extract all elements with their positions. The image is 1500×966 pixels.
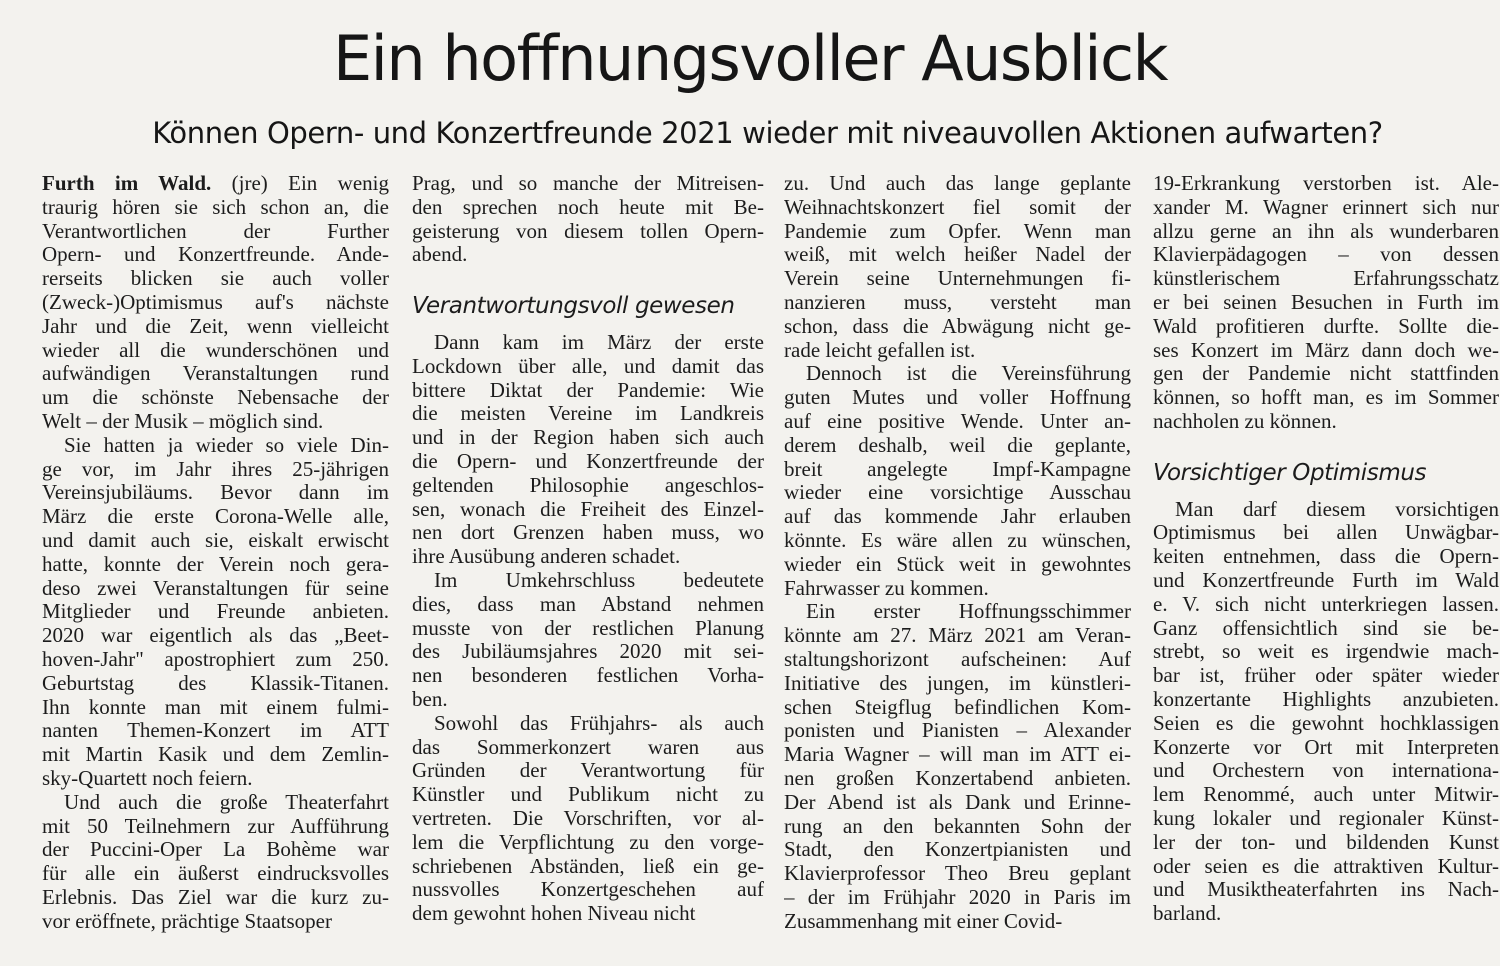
- text-line: abend.: [412, 243, 468, 267]
- text-line: Seien es die gewohnt hochklassigen: [1153, 711, 1499, 735]
- text-line: Ganz offensichtlich sind sie be-: [1153, 616, 1499, 640]
- text-line: Verein seine Unternehmungen fi-: [784, 267, 1131, 291]
- text-line: aufwändigen Veranstaltungen rund: [42, 362, 389, 386]
- text-line: Gründen der Verantwortung für: [412, 759, 764, 783]
- text-line: und in der Region haben sich auch: [412, 426, 764, 450]
- text-line: Stadt, den Konzertpianisten und: [784, 838, 1131, 862]
- text-line: dies, dass man Abstand nehmen: [412, 592, 764, 616]
- text-line: deso zwei Veranstaltungen für seine: [42, 576, 389, 600]
- text-line: könnte. Es wäre allen zu wünschen,: [784, 528, 1131, 552]
- text-line: Konzerte vor Ort mit Interpreten: [1153, 735, 1499, 759]
- text-line: Initiative des jungen, im künstleri-: [784, 671, 1131, 695]
- article-column-2: [412, 172, 764, 926]
- text-line: Der Abend ist als Dank und Erinne-: [784, 790, 1131, 814]
- text-line: lem Renommé, auch unter Mitwir-: [1153, 783, 1499, 807]
- text-line: keiten entnehmen, dass die Opern-: [1153, 545, 1499, 569]
- text-line: Maria Wagner – will man im ATT ei-: [784, 743, 1131, 767]
- text-line: das Sommerkonzert waren aus: [412, 735, 764, 759]
- text-line: barland.: [1153, 902, 1222, 926]
- text-line: und Musiktheaterfahrten ins Nach-: [1153, 878, 1499, 902]
- text-line: mit 50 Teilnehmern zur Aufführung: [42, 814, 389, 838]
- text-line: Pandemie zum Opfer. Wenn man: [784, 219, 1131, 243]
- text-line: hatte, konnte der Verein noch gera-: [42, 552, 389, 576]
- text-line: nanzieren muss, versteht man: [784, 290, 1131, 314]
- text-line: Opern- und Konzertfreunde. Ande-: [42, 243, 389, 267]
- text-line: Sowohl das Frühjahrs- als auch: [434, 711, 764, 735]
- text-line: lem die Verpflichtung zu den vorge-: [412, 830, 764, 854]
- text-line: bittere Diktat der Pandemie: Wie: [412, 378, 764, 402]
- text-line: vertreten. Die Vorschriften, vor al-: [412, 806, 764, 830]
- text-line: Sie hatten ja wieder so viele Din-: [64, 433, 389, 457]
- text-line: hoven-Jahr" apostrophiert zum 250.: [42, 647, 389, 671]
- text-line: Jahr und die Zeit, wenn vielleicht: [42, 314, 389, 338]
- text-line: wieder ein Stück weit in gewohntes: [784, 552, 1131, 576]
- text-line: sky-Quartett noch feiern.: [42, 766, 253, 790]
- text-line: Klavierpädagogen – von dessen: [1153, 243, 1499, 267]
- spacer: [412, 267, 764, 295]
- text-line: allzu gerne an ihn als wunderbaren: [1153, 219, 1499, 243]
- text-line: oder seien es die attraktiven Kultur-: [1153, 854, 1499, 878]
- text-line: nanten Themen-Konzert im ATT: [42, 719, 389, 743]
- text-line: Künstler und Publikum nicht zu: [412, 783, 764, 807]
- text-line: Dennoch ist die Vereinsführung: [806, 362, 1131, 386]
- text-line: gen der Pandemie nicht stattfinden: [1153, 362, 1499, 386]
- text-line: er bei seinen Besuchen in Furth im: [1153, 290, 1499, 314]
- text-line: rung an den bekannten Sohn der: [784, 814, 1131, 838]
- text-line: konzertante Highlights anzubieten.: [1153, 687, 1499, 711]
- text-line: können, so hofft man, es im Sommer: [1153, 386, 1499, 410]
- text-line: die Opern- und Konzertfreunde der: [412, 449, 764, 473]
- article-column-1: [42, 172, 389, 934]
- text-line: – der im Frühjahr 2020 in Paris im: [784, 885, 1131, 909]
- text-line: und damit auch sie, eiskalt erwischt: [42, 528, 389, 552]
- text-line: um die schönste Nebensache der: [42, 386, 389, 410]
- text-line: dem gewohnt hohen Niveau nicht: [412, 902, 696, 926]
- text-line: guten Mutes und voller Hoffnung: [784, 386, 1131, 410]
- text-line: weiß, mit welch heißer Nadel der: [784, 243, 1131, 267]
- text-line: staltungshorizont aufscheinen: Auf: [784, 647, 1131, 671]
- text-line: derem deshalb, weil die geplante,: [784, 433, 1131, 457]
- text-line: auf das kommende Jahr erlauben: [784, 505, 1131, 529]
- text-line: nussvolles Konzertgeschehen auf: [412, 878, 764, 902]
- text-line: ler der ton- und bildenden Kunst: [1153, 830, 1499, 854]
- text-line: ponisten und Pianisten – Alexander: [784, 719, 1131, 743]
- text-line: Wald profitieren durfte. Sollte die-: [1153, 314, 1499, 338]
- text-line: Dann kam im März der erste: [434, 330, 764, 354]
- text-line: Optimismus bei allen Unwägbar-: [1153, 521, 1499, 545]
- text-line: wieder eine vorsichtige Ausschau: [784, 481, 1131, 505]
- text-line: kung lokaler und regionaler Künst-: [1153, 806, 1499, 830]
- text-line: Vereinsjubiläums. Bevor dann im: [42, 481, 389, 505]
- article-column-3: [784, 172, 1131, 934]
- text-line: könnte am 27. März 2021 am Veran-: [784, 624, 1131, 648]
- dateline: Furth im Wald.: [42, 172, 212, 195]
- text-line: nen großen Konzertabend anbieten.: [784, 766, 1131, 790]
- text-line: strebt, so weit es irgendwie mach-: [1153, 640, 1499, 664]
- text-line: schon, dass die Abwägung nicht ge-: [784, 314, 1131, 338]
- text-line: Weihnachtskonzert fiel somit der: [784, 195, 1131, 219]
- section-subheading: Verantwortungsvoll gewesen: [412, 293, 735, 320]
- text-line: Mitglieder und Freunde anbieten.: [42, 600, 389, 624]
- text-line: vor eröffnete, prächtige Staatsoper: [42, 909, 332, 933]
- text-line: Zusammenhang mit einer Covid-: [784, 909, 1063, 933]
- text-line: ge vor, im Jahr ihres 25-jährigen: [42, 457, 389, 481]
- text-line: Klavierprofessor Theo Breu geplant: [784, 862, 1131, 886]
- article-column-4: [1153, 172, 1499, 926]
- text-line: wieder all die wunderschönen und: [42, 338, 389, 362]
- text-line: Und auch die große Theaterfahrt: [64, 790, 389, 814]
- text-line: rerseits blicken sie auch voller: [42, 267, 389, 291]
- text-line: geltenden Philosophie angeschlos-: [412, 473, 764, 497]
- text-line: des Jubiläumsjahres 2020 mit sei-: [412, 640, 764, 664]
- text-line: ses Konzert im März dann doch we-: [1153, 338, 1499, 362]
- text-line: Erlebnis. Das Ziel war die kurz zu-: [42, 885, 389, 909]
- text-line: ihre Ausübung anderen schadet.: [412, 545, 681, 569]
- text-line: für alle ein äußerst eindrucksvolles: [42, 862, 389, 886]
- text-line: mit Martin Kasik und dem Zemlin-: [42, 743, 389, 767]
- article-headline: Ein hoffnungsvoller Ausblick: [332, 22, 1168, 95]
- text-line: Verantwortlichen der Further: [42, 219, 389, 243]
- spacer: [412, 319, 764, 331]
- text-line: musste von der restlichen Planung: [412, 616, 764, 640]
- text-line: schen Steigflug befindlichen Kom-: [784, 695, 1131, 719]
- section-subheading: Vorsichtiger Optimismus: [1153, 459, 1427, 486]
- text-line: Geburtstag des Klassik-Titanen.: [42, 671, 389, 695]
- text-line: und Konzertfreunde Furth im Wald: [1153, 568, 1499, 592]
- text-line: 2020 war eigentlich als das „Beet-: [42, 624, 389, 648]
- text-line: Fahrwasser zu kommen.: [784, 576, 989, 600]
- spacer: [1153, 486, 1499, 498]
- text-line: Ihn konnte man mit einem fulmi-: [42, 695, 389, 719]
- text-line: und Orchestern von internationa-: [1153, 759, 1499, 783]
- text-line: der Puccini-Oper La Bohème war: [42, 838, 389, 862]
- text-line: (Zweck-)Optimismus auf's nächste: [42, 290, 389, 314]
- text-line: bar ist, früher oder später wieder: [1153, 664, 1499, 688]
- spacer: [1153, 434, 1499, 462]
- text-line: Lockdown über alle, und damit das: [412, 354, 764, 378]
- text-line: [42, 172, 389, 196]
- text-line: zu. Und auch das lange geplante: [784, 172, 1131, 195]
- text-line: nachholen zu können.: [1153, 409, 1337, 433]
- text-line-rest: (jre) Ein wenig: [211, 172, 389, 195]
- text-line: nen dort Grenzen haben muss, wo: [412, 521, 764, 545]
- text-line: auf eine positive Wende. Unter an-: [784, 409, 1131, 433]
- text-line: Prag, und so manche der Mitreisen-: [412, 172, 764, 195]
- text-line: März die erste Corona-Welle alle,: [42, 505, 389, 529]
- text-line: e. V. sich nicht unterkriegen lassen.: [1153, 592, 1499, 616]
- text-line: rade leicht gefallen ist.: [784, 338, 976, 362]
- text-line: künstlerischem Erfahrungsschatz: [1153, 267, 1499, 291]
- text-line: die meisten Vereine im Landkreis: [412, 402, 764, 426]
- text-line: Im Umkehrschluss bedeutete: [434, 568, 764, 592]
- text-line: geisterung von diesem tollen Opern-: [412, 219, 764, 243]
- text-line: Man darf diesem vorsichtigen: [1175, 497, 1499, 521]
- text-line: nen besonderen festlichen Vorha-: [412, 664, 764, 688]
- text-line: xander M. Wagner erinnert sich nur: [1153, 195, 1499, 219]
- text-line: schriebenen Abständen, ließ ein ge-: [412, 854, 764, 878]
- text-line: den sprechen noch heute mit Be-: [412, 195, 764, 219]
- text-line: 19-Erkrankung verstorben ist. Ale-: [1153, 172, 1499, 195]
- text-line: Ein erster Hoffnungsschimmer: [806, 600, 1131, 624]
- article-subheadline: Können Opern- und Konzertfreunde 2021 wieder mit niveauvollen Aktionen aufwarten?: [152, 116, 1383, 150]
- text-line: sen, wonach die Freiheit des Einzel-: [412, 497, 764, 521]
- text-line: ben.: [412, 687, 448, 711]
- text-line: traurig hören sie sich schon an, die: [42, 195, 389, 219]
- text-line: breit angelegte Impf-Kampagne: [784, 457, 1131, 481]
- text-line: Welt – der Musik – möglich sind.: [42, 409, 324, 433]
